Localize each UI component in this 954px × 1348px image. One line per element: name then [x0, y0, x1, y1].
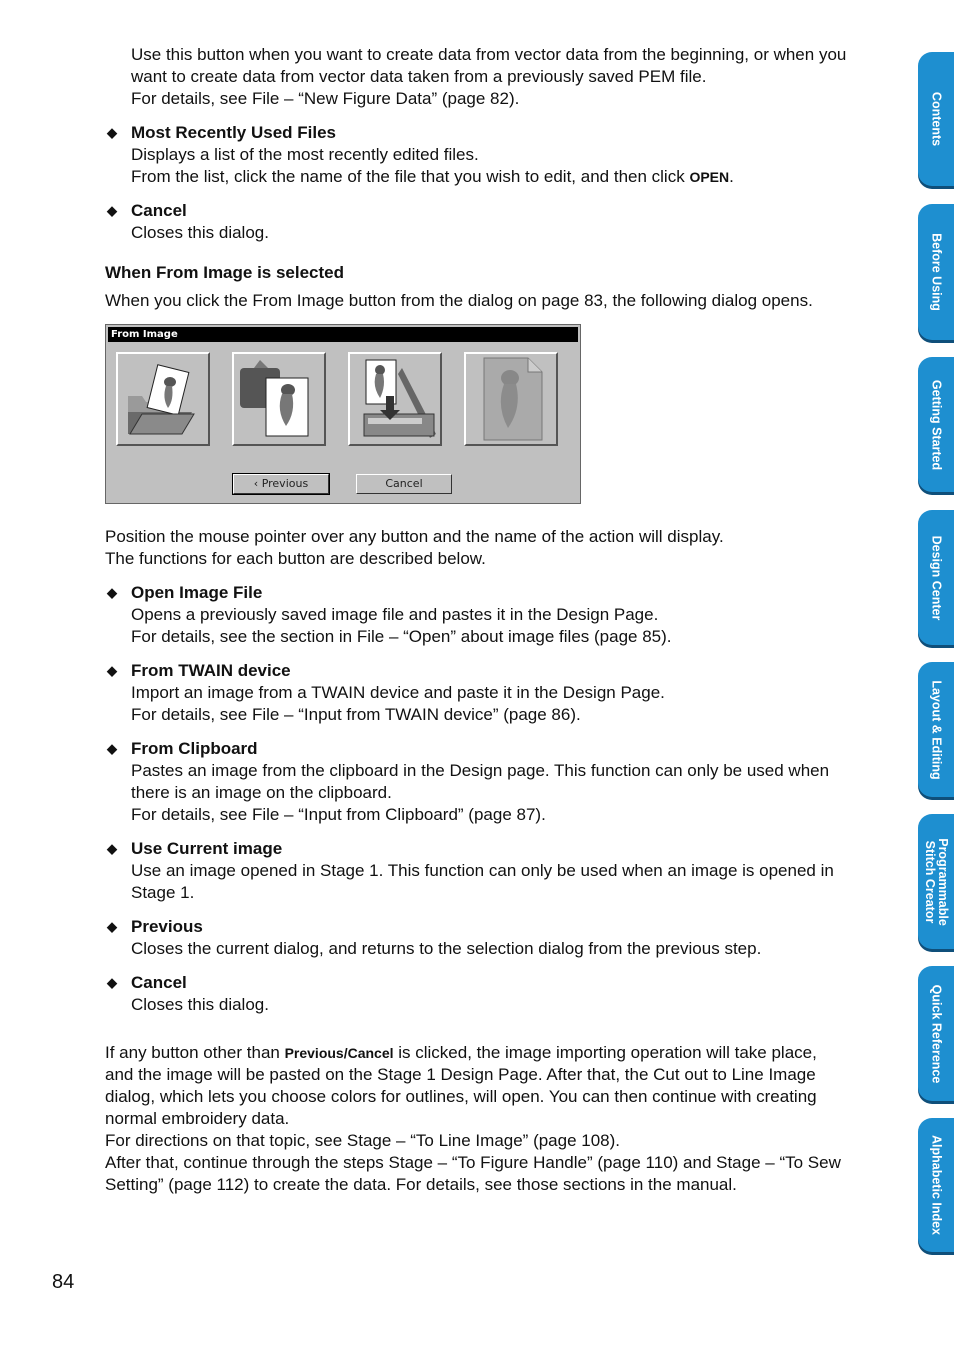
- bullet-body: Use an image opened in Stage 1. This function can only be used when an image is opened in Stage 1.: [131, 861, 834, 902]
- diamond-bullet-icon: ◆: [107, 741, 117, 756]
- tab-layout-editing[interactable]: Layout & Editing: [918, 662, 954, 797]
- bullet-body: Opens a previously saved image file and pastes it in the Design Page. For details, see the section in File – “Open” about image files (page 85).: [131, 605, 672, 646]
- page-number: 84: [52, 1271, 75, 1293]
- from-image-dialog: [105, 324, 581, 504]
- current-image-icon: [466, 354, 556, 444]
- after-dialog-text: Position the mouse pointer over any button and the name of the action will display. The functions for each button are described below.: [105, 527, 724, 568]
- tab-contents[interactable]: Contents: [918, 52, 954, 186]
- intro-line: want to create data from vector data taken from a previously saved PEM file.: [131, 67, 707, 86]
- from-clipboard-button[interactable]: [348, 352, 442, 446]
- previous-button[interactable]: ‹ Previous: [233, 474, 329, 494]
- bullet-heading: ◆ Use Current image: [107, 839, 283, 858]
- bullet-body: Closes this dialog.: [131, 223, 269, 242]
- bullet-heading: ◆ Previous: [107, 917, 203, 936]
- tab-before-using[interactable]: Before Using: [918, 204, 954, 340]
- scanner-icon: [350, 354, 440, 444]
- bullet-heading: ◆ Open Image File: [107, 583, 263, 602]
- twain-camera-icon: [234, 354, 324, 444]
- section-text: When you click the From Image button from the dialog on page 83, the following dialog opens.: [105, 291, 813, 310]
- tab-quick-reference[interactable]: Quick Reference: [918, 966, 954, 1101]
- bullet-heading: ◆ From Clipboard: [107, 739, 258, 758]
- diamond-bullet-icon: ◆: [107, 663, 117, 678]
- intro-line: For details, see File – “New Figure Data” (page 82).: [131, 89, 520, 108]
- cancel-button[interactable]: Cancel: [356, 474, 452, 494]
- dialog-title: From Image: [108, 327, 578, 342]
- diamond-bullet-icon: ◆: [107, 203, 117, 218]
- intro-line: Use this button when you want to create data from vector data from the beginning, or when you: [131, 45, 847, 64]
- intro-text: [131, 44, 900, 110]
- open-button-ref: OPEN: [689, 169, 730, 185]
- diamond-bullet-icon: ◆: [107, 585, 117, 600]
- from-twain-device-button[interactable]: [232, 352, 326, 446]
- diamond-bullet-icon: ◆: [107, 125, 117, 140]
- diamond-bullet-icon: ◆: [107, 975, 117, 990]
- bullet-body: Displays a list of the most recently edited files. From the list, click the name of the file that you wish to edit, and then click OPEN.: [131, 145, 734, 186]
- bullet-heading: ◆ Cancel: [107, 973, 187, 992]
- diamond-bullet-icon: ◆: [107, 919, 117, 934]
- section-heading: When From Image is selected: [105, 263, 345, 282]
- open-image-file-button[interactable]: [116, 352, 210, 446]
- bullet-heading: ◆ Most Recently Used Files: [107, 123, 337, 142]
- closing-paragraph: If any button other than Previous/Cancel is clicked, the image importing operation will take place, and the image will be pasted on the Stage 1 Design Page. After that, the Cut out to Line Image dialog, which lets you choose colors for outlines, will open. You can then continue with creating normal embroidery data. For directions on that topic, see Stage – “To Line Image” (page 108). After that, continue through the steps Stage – “To Figure Handle” (page 110) and Stage – “To Sew Setting” (page 112) to create the data. For details, see those sections in the manual.: [105, 1043, 841, 1194]
- bullet-body: Closes the current dialog, and returns to the selection dialog from the previous step.: [131, 939, 762, 958]
- folder-image-icon: [118, 354, 208, 444]
- bullet-body: Closes this dialog.: [131, 995, 269, 1014]
- bullet-body: Import an image from a TWAIN device and paste it in the Design Page. For details, see File – “Input from TWAIN device” (page 86).: [131, 683, 665, 724]
- bullet-heading: ◆ Cancel: [107, 201, 187, 220]
- tab-alphabetic-index[interactable]: Alphabetic Index: [918, 1118, 954, 1252]
- tab-programmable-stitch-creator[interactable]: Programmable Stitch Creator: [918, 814, 954, 949]
- bullet-body: Pastes an image from the clipboard in the Design page. This function can only be used when there is an image on the clipboard. For details, see File – “Input from Clipboard” (page 87).: [131, 761, 830, 824]
- bullet-heading: ◆ From TWAIN device: [107, 661, 291, 680]
- tab-getting-started[interactable]: Getting Started: [918, 357, 954, 492]
- tab-design-center[interactable]: Design Center: [918, 510, 954, 645]
- diamond-bullet-icon: ◆: [107, 841, 117, 856]
- page-content: [105, 44, 900, 1196]
- previous-cancel-ref: Previous/Cancel: [284, 1045, 394, 1061]
- use-current-image-button[interactable]: [464, 352, 558, 446]
